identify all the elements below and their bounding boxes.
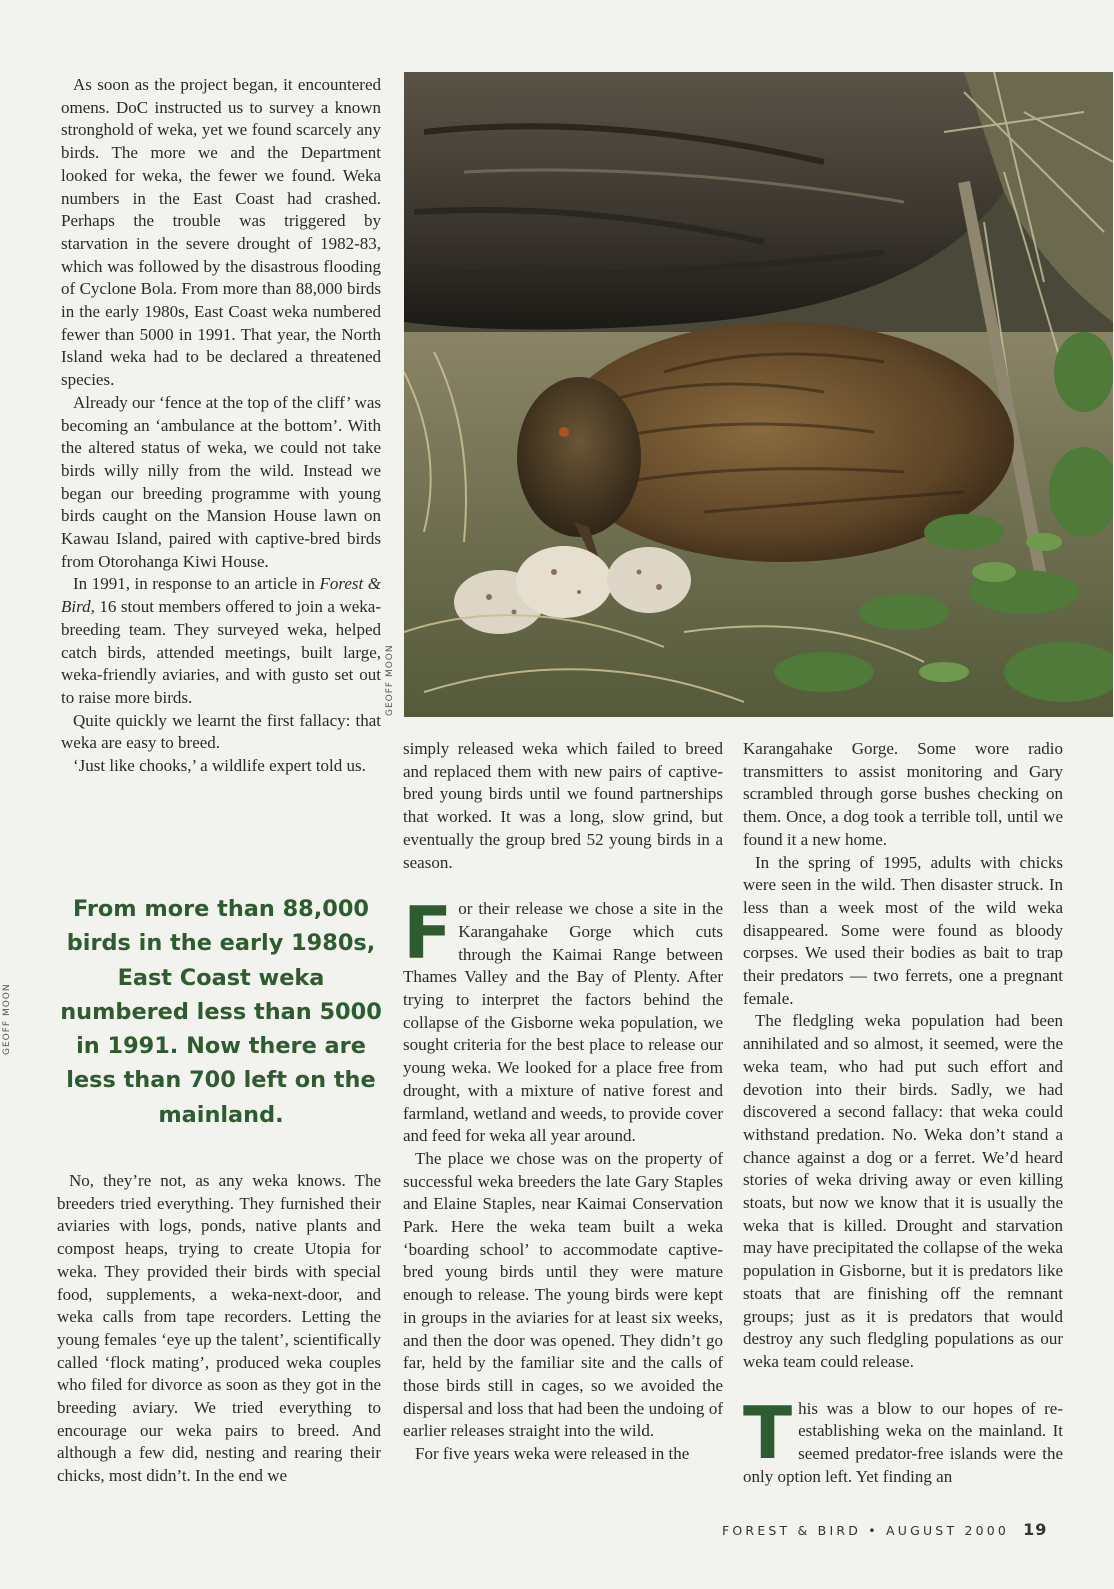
column-b — [403, 738, 723, 1466]
page-footer — [722, 1520, 1062, 1539]
photo-credit: GEOFF MOON — [385, 644, 395, 716]
weka-illustration — [404, 72, 1113, 717]
magazine-title: Forest & Bird — [61, 574, 381, 617]
column-a-top — [61, 74, 381, 778]
text-run: his was a blow to our hopes of reestablishing weka on the mainland. It seemed predator-free islands were the only option left. Yet finding an — [743, 1398, 1063, 1486]
weka-nest-photo — [404, 72, 1113, 717]
column-c — [743, 738, 1063, 1489]
dropcap-paragraph — [403, 891, 723, 1148]
paragraph: Quite quickly we learnt the first fallacy: that weka are easy to breed. — [61, 710, 381, 753]
text-run: or their release we chose a site in the Karangahake Gorge which cuts through the Kaimai Range between Thames Valley and the Bay of Plenty. After trying to interpret the factors behind the collapse of the Gisborne weka population, we sought criteria for the best place to release our young weka. We looked for a place free from drought, with a mixture of native forest and farmland, wetland and weeds, to provide cover and feed for weka all year around. — [403, 899, 723, 1146]
paragraph — [61, 573, 381, 709]
margin-credit: GEOFF MOON — [2, 983, 12, 1055]
paragraph: No, they’re not, as any weka knows. The breeders tried everything. They furnished their aviaries with logs, ponds, native plants and compost heaps, trying to create Utopia for weka. They provided their birds with special food, supplements, a weka-next-door, and weka calls from tape recorders. Letting the young females ‘eye up the talent’, scientifically called ‘flock mating’, produced weka couples who filed for divorce as soon as they got in the breeding aviary. We tried everything to encourage our weka pairs to breed. And although a few did, nesting and rearing their chicks, most didn’t. In the end we — [57, 1171, 381, 1486]
paragraph: ‘Just like chooks,’ a wildlife expert told us. — [73, 756, 366, 776]
paragraph: The place we chose was on the property of successful weka breeders the late Gary Staples and Elaine Staples, near Kaimai Conservation Park. Here the weka team built a weka ‘boarding school’ to accommodate captive-bred young birds until they were mature enough to release. The young birds were kept in groups in the aviaries for at least six weeks, and then the door was opened. They didn’t go far, held by the familiar site and the calls of those birds still in cages, so we avoided the dispersal and loss that had been the undoing of earlier releases straight into the wild. — [403, 1148, 723, 1441]
paragraph: Already our ‘fence at the top of the cliff’ was becoming an ‘ambulance at the bottom’. With the altered status of weka, we could not take birds willy nilly from the wild. Instead we began our breeding programme with young birds caught on the Mansion House lawn on Kawau Island, paired with captive-bred birds from Otorohanga Kiwi House. — [61, 392, 381, 571]
drop-cap: T — [743, 1390, 793, 1475]
drop-cap: F — [403, 891, 453, 976]
text-run: In 1991, in response to an article in — [73, 574, 320, 594]
dropcap-paragraph — [743, 1390, 1063, 1489]
footer-label: FOREST & BIRD • AUGUST 2000 — [722, 1523, 1010, 1538]
text-run: , 16 stout members offered to join a weka-breeding team. They surveyed weka, helped catch birds, attended meetings, built large, weka-friendly aviaries, and with gusto set out to raise more birds. — [61, 597, 381, 707]
paragraph: As soon as the project began, it encountered omens. DoC instructed us to survey a known stronghold of weka, yet we found scarcely any birds. The more we and the Department looked for weka, the fewer we found. Weka numbers in the East Coast had crashed. Perhaps the trouble was triggered by starvation in the severe drought of 1982-83, which was followed by the disastrous flooding of Cyclone Bola. From more than 88,000 birds in the early 1980s, East Coast weka numbered fewer than 5000 in 1991. That year, the North Island weka had to be declared a threatened species. — [61, 75, 381, 390]
column-a-bottom — [57, 1170, 381, 1488]
paragraph: The fledgling weka population had been annihilated and so almost, it seemed, were the weka team, who had put such effort and devotion into their birds. Sadly, we had discovered a second fallacy: that weka could withstand predation. No. Weka don’t stand a chance against a dog or a ferret. We’d heard stories of weka driving away or even killing stoats, but now we know that it is usually the weka that is killed. Drought and starvation may have precipitated the collapse of the weka population in Gisborne, but it is predators like stoats that are finishing off the remnant groups; just as it is predators that would destroy any such fledgling populations as our weka team could release. — [743, 1011, 1063, 1371]
paragraph: For five years weka were released in the — [415, 1444, 690, 1464]
paragraph: simply released weka which failed to breed and replaced them with new pairs of captive-bred young birds until we found partnerships that worked. It was a long, slow grind, but eventually the group bred 52 young birds in a season. — [403, 739, 723, 872]
pull-quote: From more than 88,000 birds in the early 1980s, East Coast weka numbered less than 5000 in 1991. Now there are less than 700 left on the mainland. — [60, 896, 382, 1128]
paragraph: In the spring of 1995, adults with chicks were seen in the wild. Then disaster struck. In less than a week most of the wild weka disappeared. Some were found as bloody corpses. We used their bodies as bait to trap their predators — two ferrets, one a pregnant female. — [743, 852, 1063, 1008]
page-number: 19 — [1023, 1520, 1048, 1539]
paragraph: Karangahake Gorge. Some wore radio transmitters to assist monitoring and Gary scrambled through gorse bushes checking on them. Once, a dog took a terrible toll, until we found it a new home. — [743, 739, 1063, 849]
